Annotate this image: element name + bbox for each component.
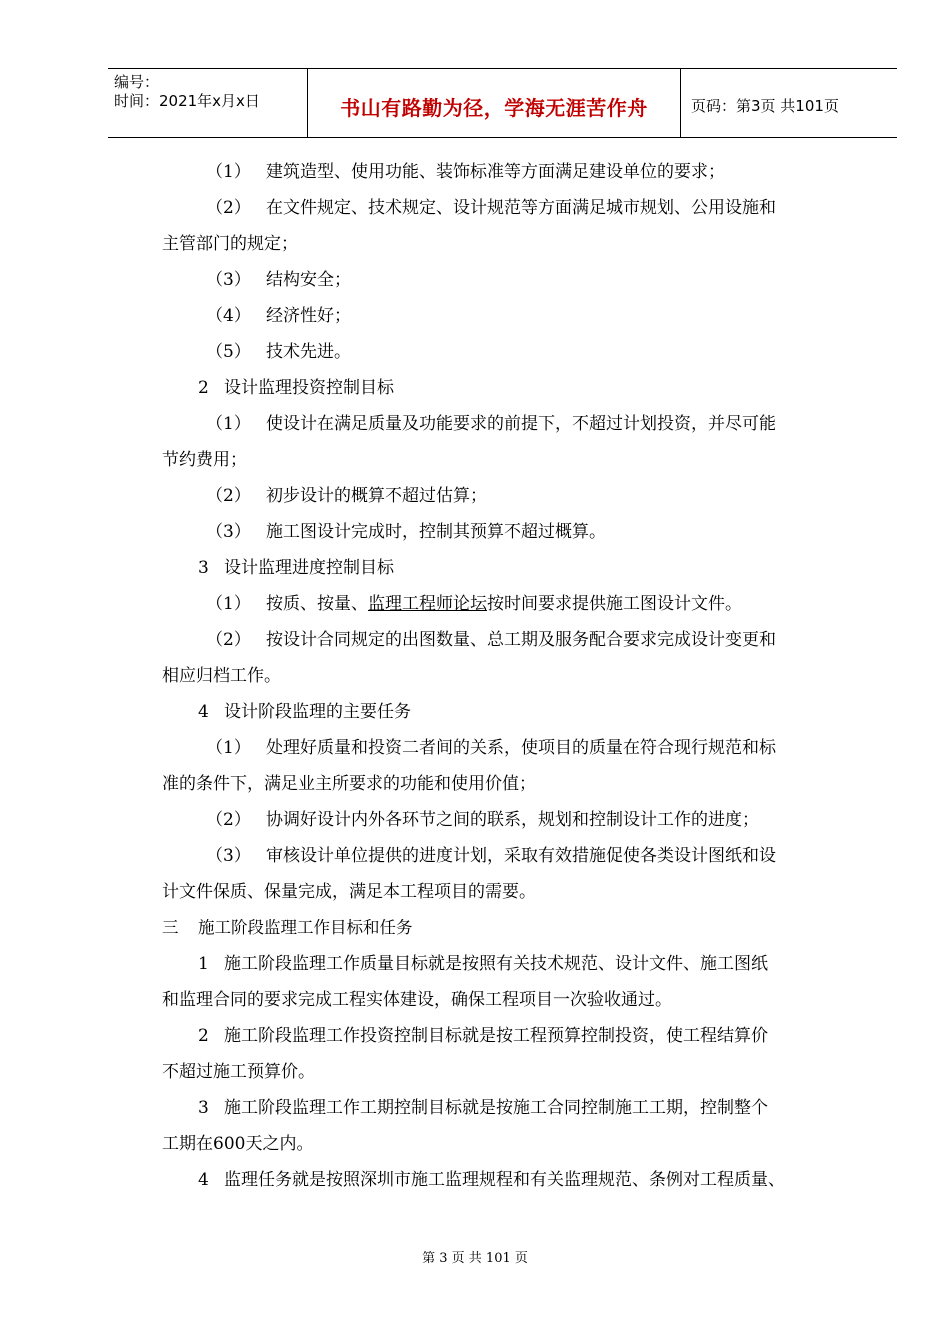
construction-quality-goal: 1 施工阶段监理工作质量目标就是按照有关技术规范、设计文件、施工图纸 bbox=[198, 954, 768, 974]
document-body bbox=[162, 154, 846, 1198]
page-header bbox=[108, 68, 897, 138]
heading-schedule-control: 3 设计监理进度控制目标 bbox=[198, 558, 394, 578]
construction-schedule-goal: 3 施工阶段监理工作工期控制目标就是按施工合同控制施工工期，控制整个 bbox=[198, 1098, 768, 1118]
schedule-item-2: （2） 按设计合同规定的出图数量、总工期及服务配合要求完成设计变更和 bbox=[206, 630, 776, 650]
task-item-1: （1） 处理好质量和投资二者间的关系，使项目的质量在符合现行规范和标 bbox=[206, 738, 776, 758]
heading-investment-control: 2 设计监理投资控制目标 bbox=[198, 378, 394, 398]
schedule-item-1: （1） 按质、按量、监理工程师论坛按时间要求提供施工图设计文件。 bbox=[206, 594, 742, 614]
quality-item-5: （5） 技术先进。 bbox=[206, 342, 351, 362]
document-number-label: 编号： bbox=[114, 73, 160, 91]
page-footer: 第 3 页 共 101 页 bbox=[422, 1251, 528, 1266]
section-three-heading: 三 施工阶段监理工作目标和任务 bbox=[162, 918, 413, 937]
investment-item-2: （2） 初步设计的概算不超过估算； bbox=[206, 486, 487, 506]
task-item-2: （2） 协调好设计内外各环节之间的联系，规划和控制设计工作的进度； bbox=[206, 810, 759, 830]
construction-investment-goal-cont: 不超过施工预算价。 bbox=[162, 1062, 315, 1082]
forum-link[interactable]: 监理工程师论坛 bbox=[368, 594, 487, 614]
construction-schedule-goal-cont: 工期在600天之内。 bbox=[162, 1134, 314, 1154]
investment-item-1-cont: 节约费用； bbox=[162, 450, 247, 470]
construction-quality-goal-cont: 和监理合同的要求完成工程实体建设，确保工程项目一次验收通过。 bbox=[162, 990, 672, 1010]
quality-item-1: （1） 建筑造型、使用功能、装饰标准等方面满足建设单位的要求； bbox=[206, 162, 725, 182]
quality-item-2-cont: 主管部门的规定； bbox=[162, 234, 298, 254]
investment-item-3: （3） 施工图设计完成时，控制其预算不超过概算。 bbox=[206, 522, 606, 542]
construction-investment-goal: 2 施工阶段监理工作投资控制目标就是按工程预算控制投资，使工程结算价 bbox=[198, 1026, 768, 1046]
document-time: 时间：2021年x月x日 bbox=[114, 92, 260, 110]
header-page-info: 页码：第3页 共101页 bbox=[691, 96, 839, 115]
quality-item-3: （3） 结构安全； bbox=[206, 270, 351, 290]
task-item-3-cont: 计文件保质、保量完成，满足本工程项目的需要。 bbox=[162, 882, 536, 902]
header-meta bbox=[108, 69, 308, 137]
schedule-item-2-cont: 相应归档工作。 bbox=[162, 666, 281, 686]
quality-item-2: （2） 在文件规定、技术规定、设计规范等方面满足城市规划、公用设施和 bbox=[206, 198, 776, 218]
quality-item-4: （4） 经济性好； bbox=[206, 306, 351, 326]
task-item-3: （3） 审核设计单位提供的进度计划，采取有效措施促使各类设计图纸和设 bbox=[206, 846, 776, 866]
header-motto: 书山有路勤为径，学海无涯苦作舟 bbox=[308, 69, 681, 137]
heading-design-tasks: 4 设计阶段监理的主要任务 bbox=[198, 702, 411, 722]
supervision-task: 4 监理任务就是按照深圳市施工监理规程和有关监理规范、条例对工程质量、 bbox=[198, 1170, 785, 1190]
task-item-1-cont: 准的条件下，满足业主所要求的功能和使用价值； bbox=[162, 774, 536, 794]
investment-item-1: （1） 使设计在满足质量及功能要求的前提下，不超过计划投资，并尽可能 bbox=[206, 414, 776, 434]
